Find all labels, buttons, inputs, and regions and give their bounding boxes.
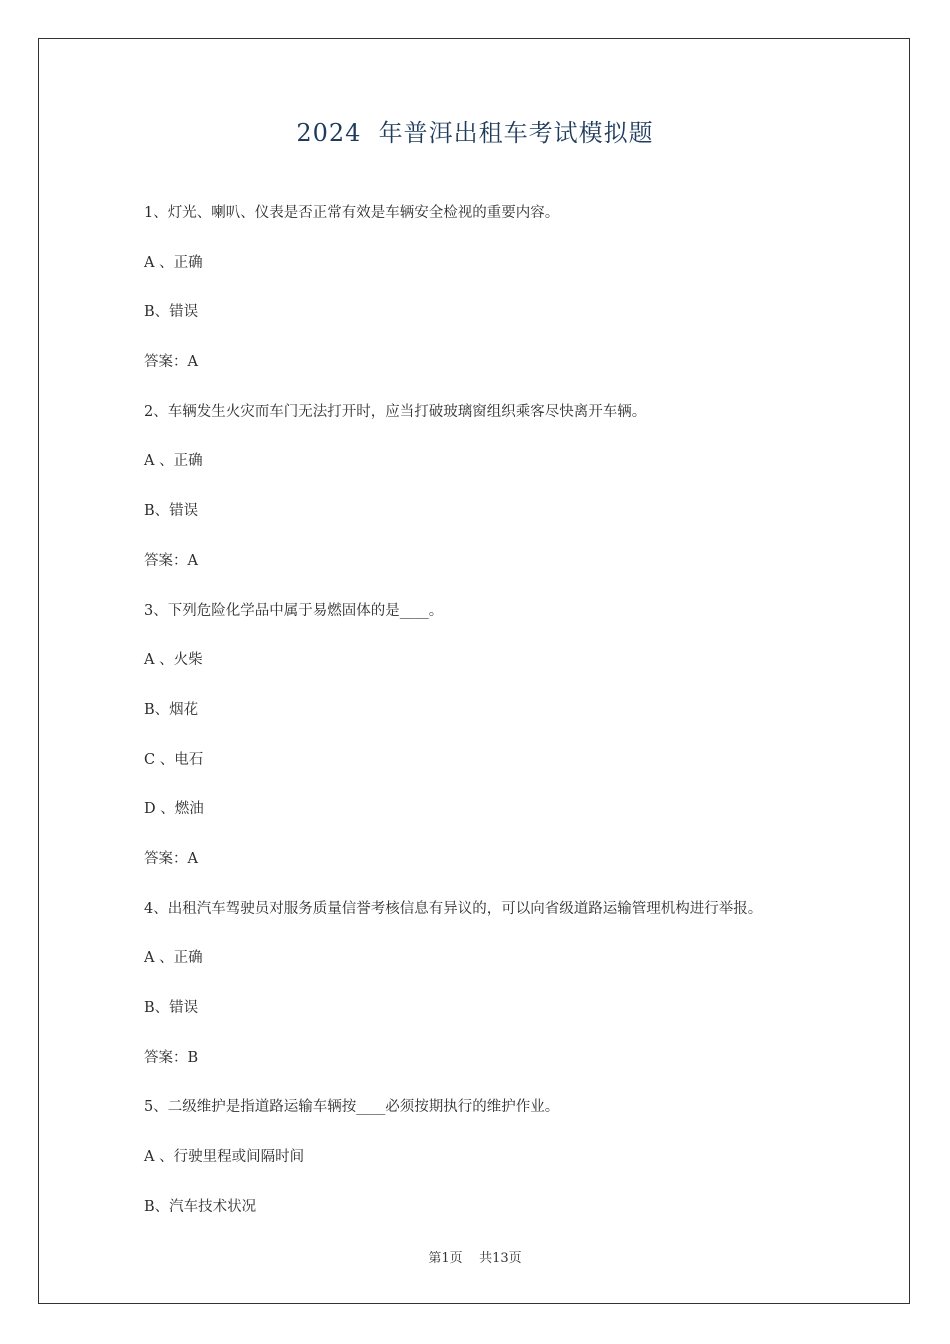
question-2-option-b: B、错误 xyxy=(144,503,199,520)
question-2-option-a: A 、正确 xyxy=(144,453,203,470)
question-4-option-b: B、错误 xyxy=(144,1000,199,1016)
question-1-option-b: B、错误 xyxy=(144,304,199,321)
document-title: 2024 年普洱出租车考试模拟题 xyxy=(296,119,654,147)
question-list xyxy=(144,200,844,1243)
question-5-option-b: B、汽车技术状况 xyxy=(144,1198,257,1215)
question-3-answer: 答案：A xyxy=(144,850,198,867)
question-3-option-c: C 、电石 xyxy=(144,751,204,768)
question-1-option-a: A 、正确 xyxy=(144,254,203,271)
question-4-option-a: A 、正确 xyxy=(144,950,203,967)
page-footer: 第1页 共13页 xyxy=(428,1251,522,1266)
question-5-text: 5、二级维护是指道路运输车辆按____必须按期执行的维护作业。 xyxy=(144,1099,560,1116)
question-5-option-a: A 、行驶里程或间隔时间 xyxy=(144,1149,305,1166)
question-3-option-d: D 、燃油 xyxy=(144,801,204,818)
question-3-option-b: B、烟花 xyxy=(144,701,199,718)
question-4-text: 4、出租汽车驾驶员对服务质量信誉考核信息有异议的，可以向省级道路运输管理机构进行举报。 xyxy=(144,900,763,917)
question-3-option-a: A 、火柴 xyxy=(144,652,203,669)
question-2-answer: 答案：A xyxy=(144,552,198,569)
question-1-answer: 答案：A xyxy=(144,354,198,371)
question-2-text: 2、车辆发生火灾而车门无法打开时，应当打破玻璃窗组织乘客尽快离开车辆。 xyxy=(144,403,647,420)
question-4-answer: 答案：B xyxy=(144,1049,199,1066)
question-3-text: 3、下列危险化学品中属于易燃固体的是____。 xyxy=(144,602,444,619)
question-1-text: 1、灯光、喇叭、仪表是否正常有效是车辆安全检视的重要内容。 xyxy=(144,205,560,221)
